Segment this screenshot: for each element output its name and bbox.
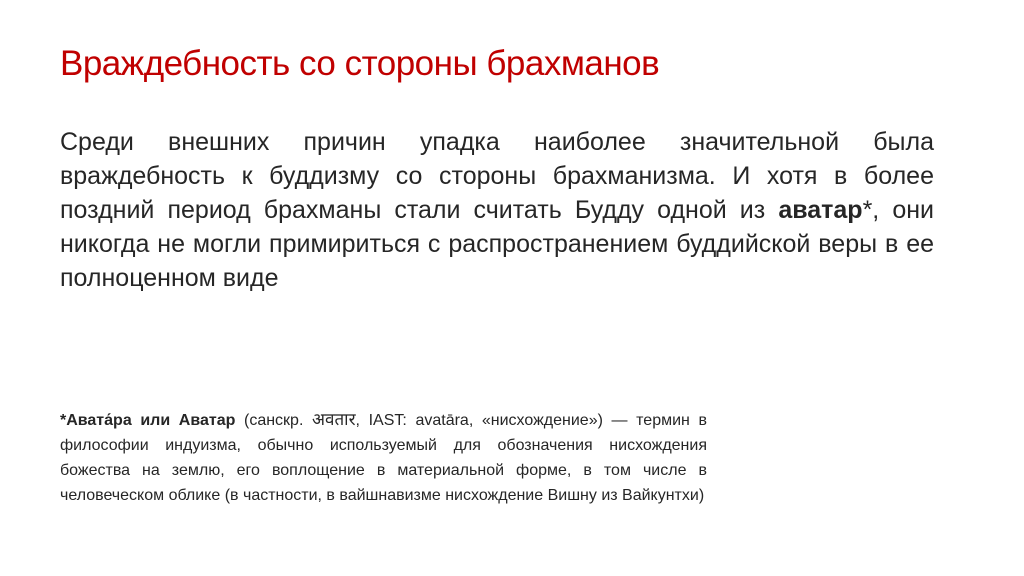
footnote-text: , IAST: avatāra, «нисхождение») — термин в философии индуизма, обычно используемый для обозначения нисхождения божества на землю, его воплощение в материальной форме, в том числе в человеческом облике (в частности, в вайшнавизме нисхождение Вишну из Вайкунтхи) (60, 412, 708, 504)
main-text-before: Среди внешних причин упадка наиболее значительной была враждебность к буддизму со стороны брахманизма. И хотя в более поздний период брахманы стали считать Будду одной из (60, 128, 934, 224)
slide-title: Враждебность со стороны брахманов (60, 44, 660, 83)
term-avatar: аватар (778, 196, 863, 224)
footnote (60, 408, 707, 508)
footnote-lead: (санскр. (235, 412, 313, 429)
main-text-after: *, они никогда не могли примириться с распространением буддийской веры в ее полноценном виде (60, 196, 935, 292)
sanskrit-word: अवतार (312, 410, 356, 430)
footnote-heading: *Авата́ра или Аватар (60, 412, 236, 429)
main-paragraph (60, 125, 934, 295)
